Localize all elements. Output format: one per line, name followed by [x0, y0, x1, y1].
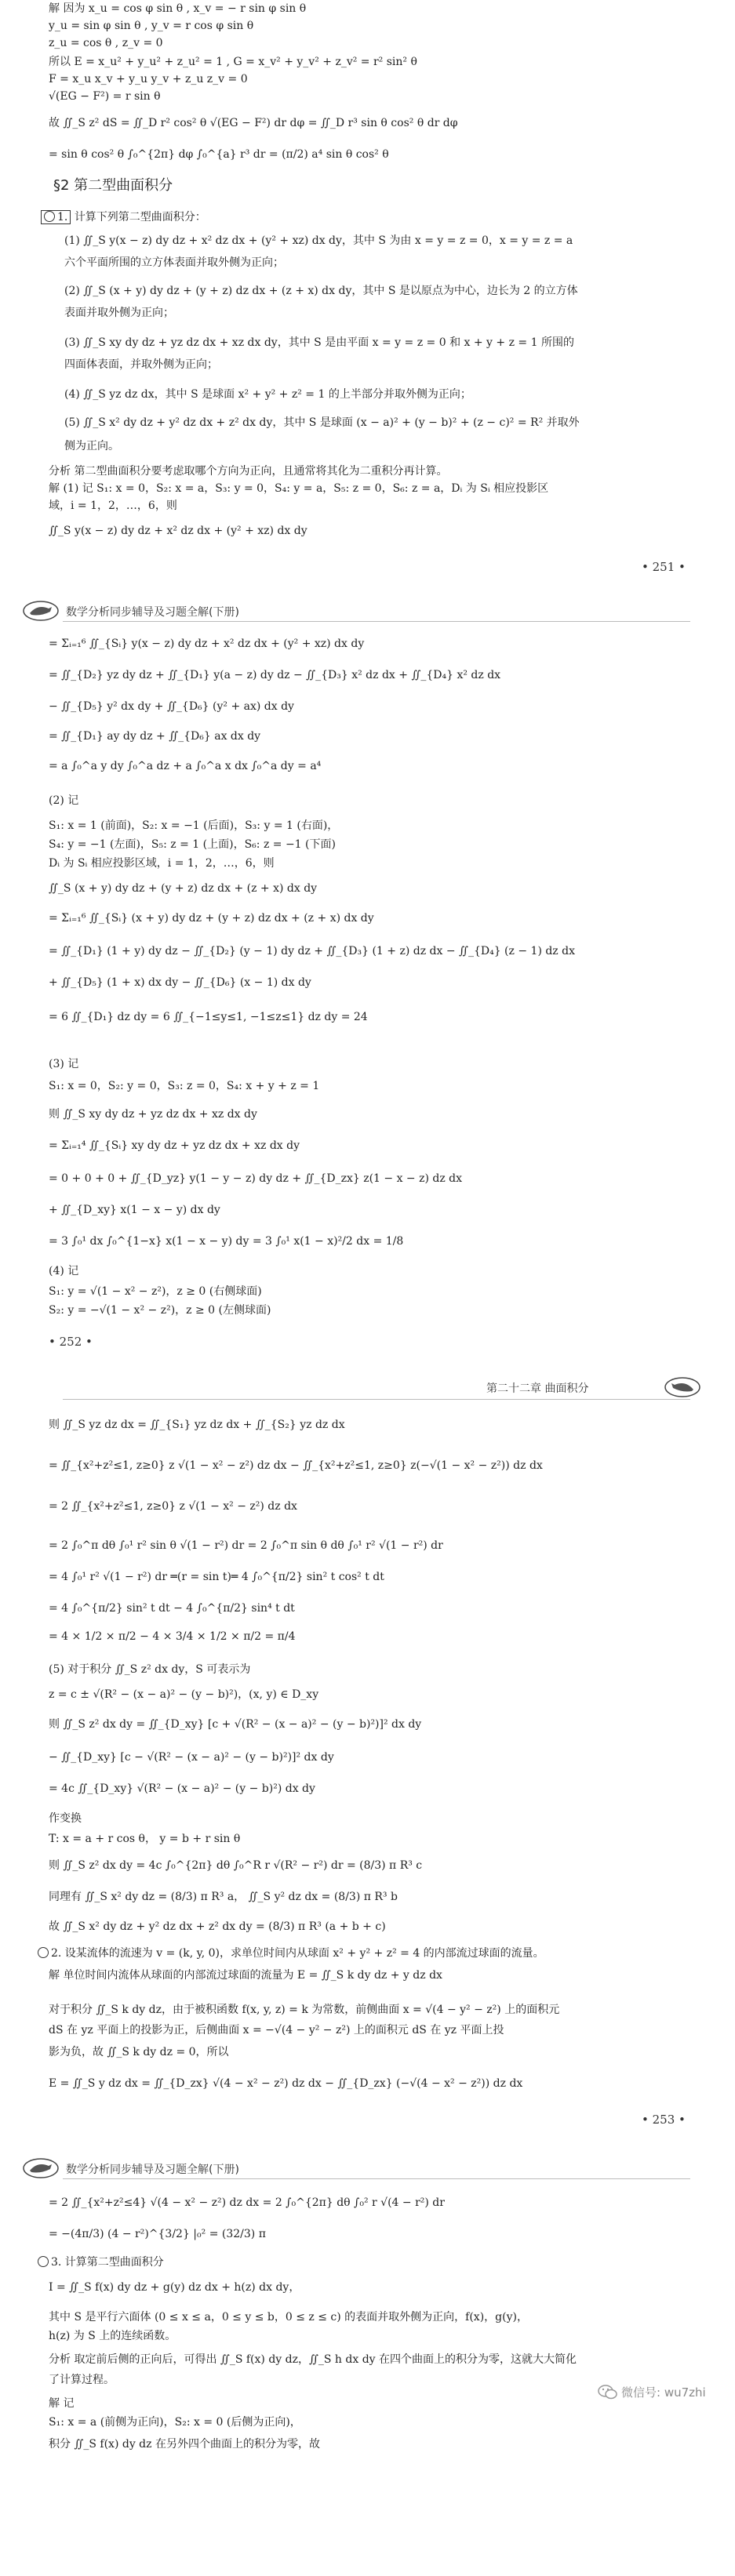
- text-line: = Σᵢ₌₁⁴ ∬_{Sᵢ} xy dy dz + yz dz dx + xz dx dy: [49, 1139, 300, 1152]
- text-line: 故 ∬_S z² dS = ∬_D r² cos² θ √(EG − F²) dr dφ = ∬_D r³ sin θ cos² θ dr dφ: [49, 117, 458, 129]
- header-rule: [63, 621, 690, 622]
- exercise-item: (4) ∬_S yz dz dx，其中 S 是球面 x² + y² + z² = 1 的上半部分并取外侧为正向；: [64, 388, 471, 401]
- page-gap: [0, 582, 735, 596]
- text-line: 所以 E = x_u² + y_u² + z_u² = 1 , G = x_v² + y_v² + z_v² = r² sin² θ: [49, 56, 417, 68]
- wechat-icon: [598, 2384, 618, 2404]
- exercise-item: 侧为正向。: [64, 440, 119, 452]
- exercise-item: 表面并取外侧为正向；: [64, 307, 174, 319]
- text-line: 则 ∬_S xy dy dz + yz dz dx + xz dx dy: [49, 1108, 257, 1121]
- text-line: − ∬_{D₅} y² dx dy + ∬_{D₆} (y² + ax) dx dy: [49, 700, 294, 713]
- writing-hand-icon: [22, 599, 60, 626]
- text-line: 积分 ∬_S f(x) dy dz 在另外四个曲面上的积分为零，故: [49, 2438, 320, 2451]
- text-line: + ∬_{D_xy} x(1 − x − y) dx dy: [49, 1204, 220, 1216]
- section-heading: §2 第二型曲面积分: [53, 177, 173, 194]
- analysis-text: 分析 第二型曲面积分要考虑取哪个方向为正向，且通常将其化为二重积分再计算。: [49, 465, 448, 478]
- text-line: 作变换: [49, 1812, 82, 1825]
- text-line: = ∬_{D₁} ay dy dz + ∬_{D₆} ax dx dy: [49, 730, 261, 743]
- text-line: Dᵢ 为 Sᵢ 相应投影区域，i = 1，2，…，6，则: [49, 857, 275, 870]
- text-line: 则 ∬_S z² dx dy = 4c ∫₀^{2π} dθ ∫₀^R r √(R² − r²) dr = (8/3) π R³ c: [49, 1859, 423, 1872]
- exercise-number: 1.: [57, 211, 68, 223]
- text-line: = Σᵢ₌₁⁶ ∬_{Sᵢ} y(x − z) dy dz + x² dz dx + (y² + xz) dx dy: [49, 638, 365, 650]
- text-line: F = x_u x_v + y_u y_v + z_u z_v = 0: [49, 73, 248, 85]
- text-line: = 3 ∫₀¹ dx ∫₀^{1−x} x(1 − x − y) dy = 3 ∫₀¹ x(1 − x)²/2 dx = 1/8: [49, 1235, 404, 1248]
- text-line: z_u = cos θ , z_v = 0: [49, 37, 163, 49]
- writing-hand-icon: [664, 1375, 701, 1402]
- solution-text: 解 (1) 记 S₁: x = 0，S₂: x = a，S₃: y = 0，S₄: y = a，S₅: z = 0，S₆: z = a，Dᵢ 为 Sᵢ 相应投影区: [49, 482, 549, 495]
- text-line: = 2 ∬_{x²+z²≤4} √(4 − x² − z²) dz dx = 2 ∫₀^{2π} dθ ∫₀² r √(4 − r²) dr: [49, 2196, 445, 2209]
- text-line: = −(4π/3) (4 − r²)^{3/2} |₀² = (32/3) π: [49, 2228, 266, 2240]
- exercise-prompt: 计算下列第二型曲面积分：: [74, 211, 206, 223]
- exercise-item: (1) ∬_S y(x − z) dy dz + x² dz dx + (y² + xz) dx dy，其中 S 为由 x = y = z = 0，x = y = z = a: [64, 234, 573, 247]
- text-line: = ∬_{x²+z²≤1, z≥0} z √(1 − x² − z²) dz dx − ∬_{x²+z²≤1, z≥0} z(−√(1 − x² − z²)) dz dx: [49, 1459, 543, 1472]
- solution-text: 域，i = 1，2，…，6，则: [49, 500, 177, 512]
- text-line: S₁: x = 1 (前面)，S₂: x = −1 (后面)，S₃: y = 1 (右面)，: [49, 819, 339, 832]
- page-number: • 252 •: [49, 1335, 93, 1349]
- text-line: 故 ∬_S x² dy dz + y² dz dx + z² dx dy = (8/3) π R³ (a + b + c): [49, 1920, 386, 1933]
- text-line: S₄: y = −1 (左面)，S₅: z = 1 (上面)，S₆: z = −1 (下面): [49, 838, 336, 851]
- text-line: 其中 S 是平行六面体 (0 ≤ x ≤ a，0 ≤ y ≤ b，0 ≤ z ≤ c) 的表面并取外侧为正向，f(x)，g(y)，: [49, 2311, 528, 2323]
- text-line: S₁: x = 0，S₂: y = 0，S₃: z = 0，S₄: x + y + z = 1: [49, 1080, 320, 1092]
- text-line: (3) 记: [49, 1058, 79, 1070]
- text-line: dS 在 yz 平面上的投影为正，后侧曲面 x = −√(4 − y² − z²) 上的面积元 dS 在 yz 平面上投: [49, 2024, 504, 2036]
- text-line: T: x = a + r cos θ， y = b + r sin θ: [49, 1833, 241, 1845]
- text-line: 影为负，故 ∬_S k dy dz = 0，所以: [49, 2046, 229, 2058]
- text-line: = 2 ∫₀^π dθ ∫₀¹ r² sin θ √(1 − r²) dr = 2 ∫₀^π sin θ dθ ∫₀¹ r² √(1 − r²) dr: [49, 1539, 443, 1552]
- text-line: 同理有 ∬_S x² dy dz = (8/3) π R³ a， ∬_S y² dz dx = (8/3) π R³ b: [49, 1891, 398, 1903]
- circle-mark-icon: [44, 211, 55, 222]
- exercise-1-heading: [41, 210, 206, 224]
- text-line: 了计算过程。: [49, 2374, 115, 2386]
- exercise-item: 六个平面所围的立方体表面并取外侧为正向；: [64, 256, 284, 269]
- text-line: = a ∫₀^a y dy ∫₀^a dz + a ∫₀^a x dx ∫₀^a dy = a⁴: [49, 760, 322, 772]
- running-header: 数学分析同步辅导及习题全解(下册): [66, 2164, 239, 2176]
- text-line: 则 ∬_S z² dx dy = ∬_{D_xy} [c + √(R² − (x − a)² − (y − b)²)]² dx dy: [49, 1718, 422, 1731]
- text-line: S₁: y = √(1 − x² − z²)，z ≥ 0 (右侧球面): [49, 1285, 262, 1298]
- exercise-3-heading: [38, 2255, 164, 2269]
- text-line: 则 ∬_S yz dz dx = ∬_{S₁} yz dz dx + ∬_{S₂} yz dz dx: [49, 1419, 345, 1431]
- circle-mark-icon: [38, 2256, 49, 2267]
- exercise-text: 2. 设某流体的流速为 v = (k, y, 0)，求单位时间内从球面 x² + y² + z² = 4 的内部流过球面的流量。: [51, 1947, 544, 1960]
- text-line: = 4 ∫₀¹ r² √(1 − r²) dr ═(r = sin t)═ 4 ∫₀^{π/2} sin² t cos² t dt: [49, 1571, 384, 1583]
- exercise-item: 四面体表面，并取外侧为正向；: [64, 358, 218, 371]
- page-gap: [0, 1360, 735, 1375]
- text-line: = sin θ cos² θ ∫₀^{2π} dφ ∫₀^{a} r³ dr = (π/2) a⁴ sin θ cos² θ: [49, 148, 389, 161]
- text-line: = 0 + 0 + 0 + ∬_{D_yz} y(1 − y − z) dy dz + ∬_{D_zx} z(1 − x − z) dz dx: [49, 1172, 463, 1185]
- text-line: 解 因为 x_u = cos φ sin θ , x_v = − r sin φ sin θ: [49, 2, 307, 15]
- running-header: 数学分析同步辅导及习题全解(下册): [66, 606, 239, 619]
- text-line: h(z) 为 S 上的连续函数。: [49, 2330, 176, 2342]
- running-header: 第二十二章 曲面积分: [486, 1382, 589, 1395]
- text-line: = 2 ∬_{x²+z²≤1, z≥0} z √(1 − x² − z²) dz dx: [49, 1500, 297, 1513]
- page-number: • 253 •: [642, 2113, 686, 2127]
- circle-mark-icon: [38, 1947, 49, 1958]
- text-line: (2) 记: [49, 794, 79, 807]
- exercise-2-heading: [38, 1946, 544, 1960]
- header-rule: [63, 2178, 690, 2179]
- exercise-item: (5) ∬_S x² dy dz + y² dz dx + z² dx dy，其中 S 是球面 (x − a)² + (y − b)² + (z − c)² = R² 并取外: [64, 416, 580, 429]
- text-line: z = c ± √(R² − (x − a)² − (y − b)²)，(x, y) ∈ D_xy: [49, 1688, 319, 1701]
- exercise-item: (2) ∬_S (x + y) dy dz + (y + z) dz dx + (z + x) dx dy，其中 S 是以原点为中心，边长为 2 的立方体: [64, 285, 578, 297]
- solution-text: ∬_S y(x − z) dy dz + x² dz dx + (y² + xz) dx dy: [49, 525, 307, 537]
- text-line: y_u = sin φ sin θ , y_v = r cos φ sin θ: [49, 20, 254, 32]
- text-line: E = ∬_S y dz dx = ∬_{D_zx} √(4 − x² − z²) dz dx − ∬_{D_zx} (−√(4 − x² − z²)) dz dx: [49, 2077, 523, 2090]
- exercise-item: (3) ∬_S xy dy dz + yz dz dx + xz dx dy，其中 S 是由平面 x = y = z = 0 和 x + y + z = 1 所围的: [64, 336, 574, 349]
- page-number: • 251 •: [642, 560, 686, 574]
- text-line: = Σᵢ₌₁⁶ ∬_{Sᵢ} (x + y) dy dz + (y + z) dz dx + (z + x) dx dy: [49, 912, 374, 925]
- text-line: 对于积分 ∬_S k dy dz，由于被积函数 f(x, y, z) = k 为常数，前侧曲面 x = √(4 − y² − z²) 上的面积元: [49, 2004, 560, 2016]
- text-line: = ∬_{D₂} yz dy dz + ∬_{D₁} y(a − z) dy dz − ∬_{D₃} x² dz dx + ∬_{D₄} x² dz dx: [49, 669, 501, 681]
- text-line: (5) 对于积分 ∬_S z² dx dy，S 可表示为: [49, 1663, 251, 1676]
- text-line: ∬_S (x + y) dy dz + (y + z) dz dx + (z + x) dx dy: [49, 882, 318, 895]
- page-gap: [0, 2136, 735, 2152]
- text-line: = ∬_{D₁} (1 + y) dy dz − ∬_{D₂} (y − 1) dy dz + ∬_{D₃} (1 + z) dz dx − ∬_{D₄} (z − 1) dz dx: [49, 945, 575, 957]
- text-line: = 4 ∫₀^{π/2} sin² t dt − 4 ∫₀^{π/2} sin⁴ t dt: [49, 1602, 295, 1615]
- text-line: S₂: y = −√(1 − x² − z²)，z ≥ 0 (左侧球面): [49, 1304, 271, 1317]
- text-line: = 6 ∬_{D₁} dz dy = 6 ∬_{−1≤y≤1, −1≤z≤1} dz dy = 24: [49, 1011, 368, 1023]
- text-line: = 4 × 1/2 × π/2 − 4 × 3/4 × 1/2 × π/2 = π/4: [49, 1630, 296, 1643]
- text-line: 分析 取定前后侧的正向后，可得出 ∬_S f(x) dy dz，∬_S h dx dy 在四个曲面上的积分为零，这就大大简化: [49, 2353, 577, 2366]
- text-line: + ∬_{D₅} (1 + x) dx dy − ∬_{D₆} (x − 1) dx dy: [49, 976, 311, 989]
- text-line: S₁: x = a (前侧为正向)，S₂: x = 0 (后侧为正向)，: [49, 2416, 301, 2429]
- exercise-text: 3. 计算第二型曲面积分: [51, 2256, 164, 2269]
- text-line: = 4c ∬_{D_xy} √(R² − (x − a)² − (y − b)²) dx dy: [49, 1782, 315, 1795]
- exercise-number-box: [41, 210, 71, 224]
- text-line: √(EG − F²) = r sin θ: [49, 90, 161, 103]
- text-line: − ∬_{D_xy} [c − √(R² − (x − a)² − (y − b)²)]² dx dy: [49, 1751, 334, 1764]
- text-line: (4) 记: [49, 1265, 79, 1277]
- text-line: I = ∬_S f(x) dy dz + g(y) dz dx + h(z) dx dy，: [49, 2281, 300, 2294]
- header-rule: [63, 1399, 690, 1400]
- watermark: 微信号: wu7zhi: [621, 2385, 706, 2400]
- text-line: 解 单位时间内流体从球面的内部流过球面的流量为 E = ∬_S k dy dz + y dz dx: [49, 1969, 442, 1982]
- text-line: 解 记: [49, 2397, 75, 2410]
- writing-hand-icon: [22, 2156, 60, 2183]
